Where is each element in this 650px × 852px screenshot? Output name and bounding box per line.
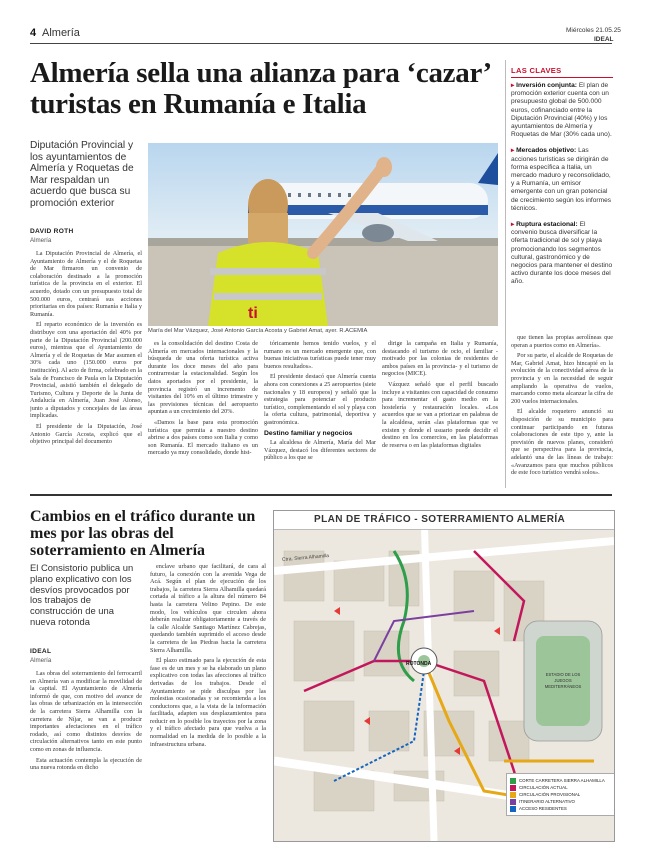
article1-col1-paragraph: El reparto económico de la inversión es distribuye con una aportación del 40% por parte de la Diputación Provincial (200.000 euros), mientras que el Ayuntamiento de Almería y el de Roquetas de Mar asumen el 30% cada uno (150.000 euros por institución). Al acto de firma, celebrado en la Sala de Francisco de Paula en la Diputación Provincial, asistió también el delegado de Turismo, Cultura y Deporte de la Junta de Andalucía en Almería, Juan José Alonso, junto a diputados y concejales de las áreas implicadas. xyxy=(30,321,142,420)
sidebar-rule xyxy=(505,60,506,488)
article1-col2-paragraph: «Damos la base para esta promoción turística que permita a nuestro destino abrirse a dos países como son Italia y como son Rumanía. El mercado italiano es un mercado ya muy consolidado, donde hist- xyxy=(148,418,258,457)
claves-title: LAS CLAVES xyxy=(511,66,562,75)
article2-column-1 xyxy=(30,670,142,836)
clave-label: Mercados objetivo: xyxy=(516,147,577,155)
claves-list xyxy=(511,82,613,295)
article1-col3-subhead: Destino familiar y negocios xyxy=(264,429,353,437)
clave-label: Inversión conjunta: xyxy=(516,82,577,89)
article1-col3-paragraph: La alcaldesa de Almería, María del Mar Vázquez, destacó los diferentes sectores de público a los que se xyxy=(264,439,376,462)
legend-item xyxy=(510,805,614,812)
map-legend xyxy=(506,773,615,816)
article1-col4-paragraph: dirige la campaña en Italia y Rumanía, destacando el turismo de ocio, el familiar -motivado por las colonias de residentes de ambos países en la provincia- y el turismo de negocios (MICE). xyxy=(382,340,498,378)
article1-col1-paragraph: El presidente de la Diputación, José Antonio García Acosta, explicó que el objetivo principal del documento xyxy=(30,423,142,446)
arrow-right-icon: ▸ xyxy=(511,147,515,155)
clave-label: Ruptura estacional: xyxy=(516,221,578,229)
article1-col3-paragraph: El presidente destacó que Almería cuenta ahora con conexiones a 25 aeropuertos (siete nacionales y 18 europeos) y señaló que la estrategia para potenciar el producto turístico, complementando el sol y playa con la oferta cultura, patrimonial, deportiva y gastronómica. xyxy=(264,373,376,426)
page-date: Miércoles 21.05.25 xyxy=(566,27,621,34)
article1-col5-paragraph: El alcalde roquetero anunció su disposición de su municipio para continuar participando en futuras colaboraciones de este tipo y, ante la previsión de nuevos planes, consideró que se perspectiva para la provincia, adelantó una de las líneas de trabajo: «Avanzamos para que muchos públicos de este foco turístico vendrá solos». xyxy=(511,408,613,477)
legend-label: CIRCULACIÓN ACTUAL xyxy=(519,785,568,790)
article1-col5-paragraph: que tienen las propias aerolíneas que operan a puertos como en Almería». xyxy=(511,334,613,349)
legend-label: ITINERARIO ALTERNATIVO xyxy=(519,799,575,804)
legend-item xyxy=(510,784,614,791)
article1-col3-paragraph: tóricamente hemos tenido vuelos, y el rumano es un mercado emergente que, con buenas iniciativas turísticas puede tener muy buenos resultados». xyxy=(264,340,376,370)
article1-col4-paragraph: Vázquez señaló que el perfil buscado incluye a visitantes con capacidad de consumo para incrementar el gasto medio en la hostelería y restauración locales. «Los acuerdos que se van a priorizar en palabras de la alcaldesa, serán «las plataformas que ve existen y donde el usuario puede decidir el destino en los comercios, en las plataformas de reserva o en las plataformas digitales xyxy=(382,380,498,449)
article1-column-3 xyxy=(264,340,376,488)
article1-subhead: Diputación Provincial y los ayuntamientos de Almería y Roquetas de Mar respaldan un acuerdo que busca su promoción exterior xyxy=(30,140,134,209)
map-label-road: Ctra. Sierra Alhamilla xyxy=(281,552,330,564)
article1-byline: DAVID ROTH xyxy=(30,228,74,235)
article1-col5-paragraph: Por su parte, el alcalde de Roquetas de Mar, Gabriel Amat, hizo hincapié en la evolución de la conectividad aérea de la provincia y en la necesidad de seguir ampliando la operativa de vuelos, marcando como meta alcanzar la cifra de 200 vuelos internacionales. xyxy=(511,352,613,405)
article1-col2-paragraph: es la consolidación del destino Costa de Almería en mercados internacionales y la búsqueda de una oferta turística activa durante los doce meses del año para contrarrestar la estacionalidad. Según los datos aportados por el presidente, la provincia registró un incremento de visitantes del 10% en el último trimestre y las previsiones técnicas del aeropuerto apuntan a un crecimiento del 20%. xyxy=(148,340,258,416)
article2-col1-paragraph: Esta actuación contempla la ejecución de una nueva rotonda en dicho xyxy=(30,756,142,772)
svg-text:MEDITERRÁNEOS: MEDITERRÁNEOS xyxy=(544,684,582,689)
article2-column-2 xyxy=(150,563,266,836)
legend-swatch xyxy=(510,799,516,805)
claves-title-rule xyxy=(511,77,613,78)
map-title: PLAN DE TRÁFICO - SOTERRAMIENTO ALMERÍA xyxy=(314,514,566,525)
article2-col2-paragraph: El plazo estimado para la ejecución de esta fase es de un mes y se ha elaborado un plano explicativo con todas las afecciones al tráfico derivadas de los trabajos. Desde el Ayuntamiento se pide disculpas por las molestias ocasionadas y se recomienda a los conductores que, a la vista de la información facilitada, adapten sus desplazamientos para reducir en lo posible los trayectos por la zona y el tráfico afectado para que vuelva a la normalidad en la medida de lo posible a la infraestructura urbana. xyxy=(150,657,266,748)
article2-byline: IDEAL xyxy=(30,648,52,655)
article1-location: Almería xyxy=(30,237,52,244)
legend-label: ACCESO RESIDENTES xyxy=(519,806,567,811)
legend-swatch xyxy=(510,785,516,791)
article1-column-2 xyxy=(148,340,258,488)
paper-name: IDEAL xyxy=(594,36,614,43)
clave-item xyxy=(511,82,613,139)
article2-subhead: El Consistorio publica un plano explicativo con los desvíos provocados por los trabajos de construcción de una nueva rotonda xyxy=(30,562,134,627)
arrow-right-icon: ▸ xyxy=(511,82,515,89)
legend-swatch xyxy=(510,806,516,812)
article1-photo-caption: María del Mar Vázquez, José Antonio García Acosta y Gabriel Amat, ayer. R.ACEMIA xyxy=(148,328,368,334)
article2-location: Almería xyxy=(30,657,52,664)
page-number: 4 xyxy=(30,27,37,39)
section-label: Almería xyxy=(42,27,80,39)
clave-text: Las acciones turísticas se dirigirán de forma específica a Italia, un mercado maduro y reconsolidado, y a Rumanía, un emisor emergente con un gran potencial de crecimiento según los informes técnicos. xyxy=(511,147,612,212)
article1-headline: Almería sella una alianza para ‘cazar’ turistas en Rumanía e Italia xyxy=(30,57,490,120)
arrow-right-icon: ▸ xyxy=(511,221,515,229)
article1-column-1 xyxy=(30,250,142,488)
clave-text: El plan de promoción exterior cuenta con un presupuesto global de 500.000 euros, cofinanciado entre la Diputación Provincial (40%) y los ayuntamientos de Almería y Roquetas de Mar (30% cada uno). xyxy=(511,82,612,139)
article1-column-5 xyxy=(511,334,613,488)
legend-item xyxy=(510,798,614,805)
article1-photo xyxy=(148,143,498,326)
svg-text:ESTADIO DE LOS: ESTADIO DE LOS xyxy=(545,672,581,677)
article2-headline: Cambios en el tráfico durante un mes por las obras del soterramiento en Almería xyxy=(30,508,256,559)
clave-item xyxy=(511,221,613,287)
article2-col2-paragraph: enclave urbano que facilitará, de cara al futuro, la conexión con la avenida Vega de Acá. Según el plan de ejecución de los trabajos, la carretera Sierra Alhamilla quedará cortada al tráfico a la altura del número 84 hasta la carretera Velino Pepino. De este modo, los vehículos que circulen ahora deberán realizar obligatoriamente a través de la calle Alcalde Santiago Martínez Cabrejas, quedando también suprimido el acceso desde la carretera de las Piedras hacia la carretera Sierra Alhamilla. xyxy=(150,563,266,654)
article-separator xyxy=(30,494,612,496)
article1-col1-paragraph: La Diputación Provincial de Almería, el Ayuntamiento de Almería y el de Roquetas de Mar firmaron un convenio de colaboración destinado a la promoción turística de la provincia en el exterior. El acuerdo, dotado con un presupuesto total de 500.000 euros, centrará sus acciones prioritarias en dos países: Rumanía e Italia y Rumanía. xyxy=(30,250,142,318)
legend-swatch xyxy=(510,778,516,784)
legend-item xyxy=(510,777,614,784)
legend-label: CORTE CARRETERA SIERRA ALHAMILLA xyxy=(519,778,605,783)
svg-text:JUEGOS: JUEGOS xyxy=(554,678,572,683)
article2-col1-paragraph: Las obras del soterramiento del ferrocarril en Almería van a modificar la movilidad de la capital. El Ayuntamiento de Almería informó de que, con motivo del avance de las obras de urbanización en la intersección de la carretera Sierra Alhamilla con la carretera de Níjar, se van a producir importantes afectaciones en el tráfico rodado, así como distintos desvíos de circulación alternativos tanto en este punto como en zonas de influencia. xyxy=(30,670,142,753)
legend-label: CIRCULACIÓN PROVISIONAL xyxy=(519,792,581,797)
map-label-rotonda: ROTONDA xyxy=(406,661,432,667)
article1-column-4 xyxy=(382,340,498,488)
legend-swatch xyxy=(510,792,516,798)
header-rule xyxy=(30,43,612,44)
legend-item xyxy=(510,791,614,798)
svg-text:ti: ti xyxy=(248,305,258,322)
clave-text: El convenio busca diversificar la oferta tradicional de sol y playa promocionando los segmentos cultural, gastronómico y de negocios para mantener el destino activo durante los doce meses del año. xyxy=(511,221,613,286)
clave-item xyxy=(511,147,613,213)
traffic-map xyxy=(273,510,615,842)
